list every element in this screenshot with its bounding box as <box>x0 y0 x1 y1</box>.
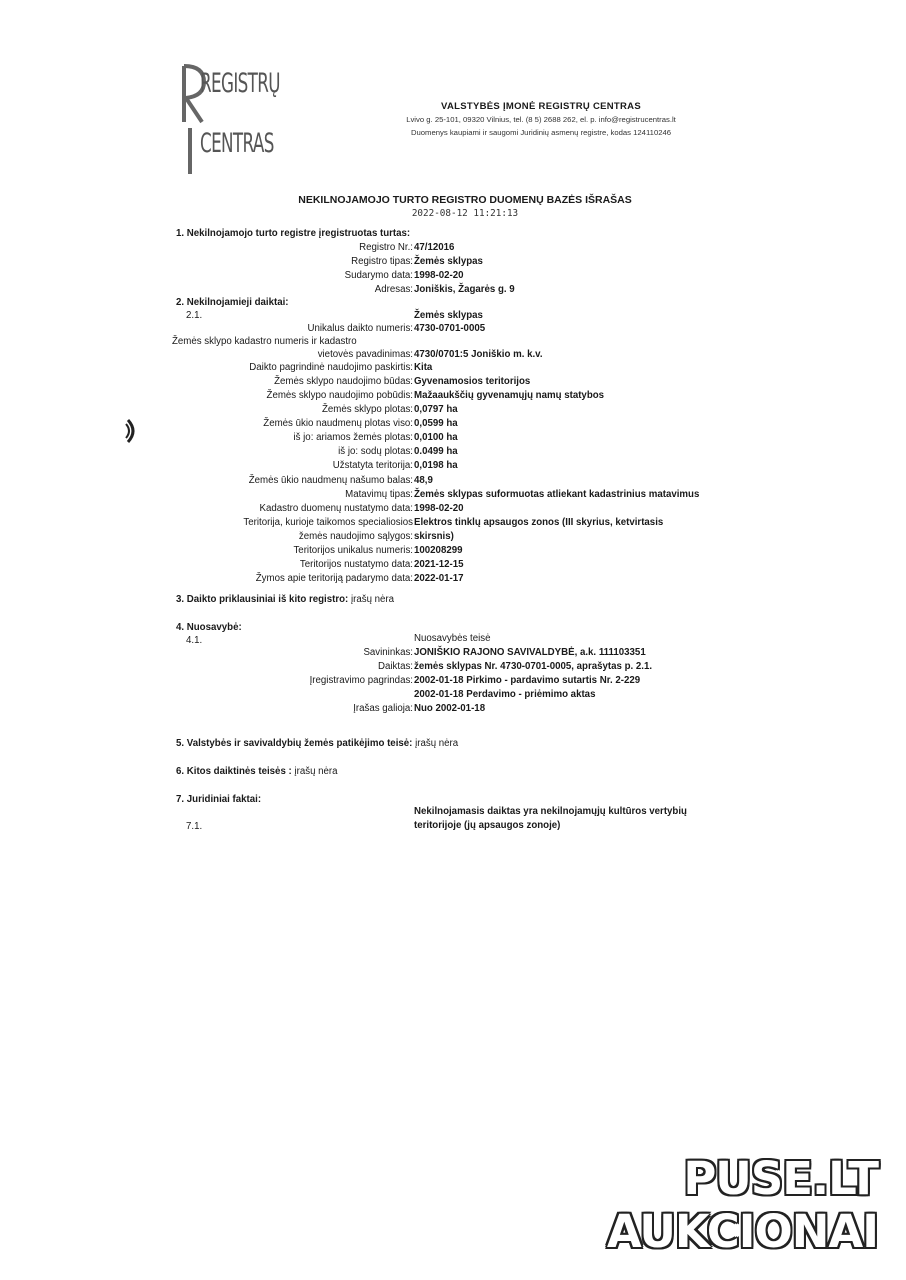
s2-row <box>0 545 700 559</box>
row-label: Kadastro duomenų nustatymo data: <box>259 503 413 514</box>
territory-label-1: Teritorija, kurioje taikomos specialiosios <box>243 517 413 528</box>
organization-header <box>356 100 726 139</box>
section-5-value: įrašų nėra <box>412 738 459 749</box>
row-label: Savininkas: <box>363 647 413 658</box>
row-value: Kita <box>414 362 433 373</box>
row-value: Žemės sklypas <box>414 256 483 267</box>
row-label: Žemės sklypo naudojimo būdas: <box>274 376 413 387</box>
s2-row <box>0 376 700 390</box>
row-label: Registro tipas: <box>351 256 413 267</box>
s2-row <box>0 390 700 404</box>
row-value: 2002-01-18 Perdavimo - priėmimo aktas <box>414 689 596 700</box>
row-value: 48,9 <box>414 475 433 486</box>
row-value: 1998-02-20 <box>414 270 464 281</box>
legal-fact-line-1: Nekilnojamasis daiktas yra nekilnojamųjų kultūros vertybių <box>414 806 687 817</box>
s1-row <box>0 256 700 270</box>
s4-row <box>0 675 700 689</box>
section-5-heading <box>176 738 458 749</box>
organization-address: Lvivo g. 25-101, 09320 Vilnius, tel. (8 5) 2688 262, el. p. info@registrucentras.lt <box>406 115 676 124</box>
row-label: Žemės ūkio naudmenų plotas viso: <box>263 418 413 429</box>
organization-note: Duomenys kaupiami ir saugomi Juridinių asmenų registre, kodas 124110246 <box>410 128 672 137</box>
row-label: Žemės ūkio naudmenų našumo balas: <box>248 475 413 486</box>
cadastre-label-1: Žemės sklypo kadastro numeris ir kadastro <box>172 336 357 347</box>
watermark-line-1: PUSE.LT <box>683 1152 878 1205</box>
row-value: 2002-01-18 Pirkimo - pardavimo sutartis Nr. 2-229 <box>414 675 641 686</box>
s1-row <box>0 284 700 298</box>
row-label: Teritorijos nustatymo data: <box>299 559 413 570</box>
row-label: Registro Nr.: <box>359 242 413 253</box>
row-value: Žemės sklypas suformuotas atliekant kadastrinius matavimus <box>414 489 700 500</box>
row-value: 0,0599 ha <box>414 418 458 429</box>
row-label: iš jo: ariamos žemės plotas: <box>293 432 413 443</box>
section-6-value: įrašų nėra <box>291 766 338 777</box>
s2-row <box>0 573 700 587</box>
row-label: Žemės sklypo naudojimo pobūdis: <box>266 390 413 401</box>
cadastre-label-2: vietovės pavadinimas: <box>317 349 413 360</box>
s2-row <box>0 446 700 460</box>
section-5-title: 5. Valstybės ir savivaldybių žemės patikėjimo teisė: <box>176 738 413 749</box>
row-label: Sudarymo data: <box>344 270 413 281</box>
s1-row <box>0 270 700 284</box>
legal-fact-line-2: teritorijoje (jų apsaugos zonoje) <box>414 820 561 831</box>
document-date: 2022-08-12 11:21:13 <box>411 208 519 219</box>
logo-word-registru: REGISTRŲ <box>200 68 280 99</box>
territory-value-2: skirsnis) <box>414 531 454 542</box>
organization-name: VALSTYBĖS ĮMONĖ REGISTRŲ CENTRAS <box>441 101 641 112</box>
row-value: Gyvenamosios teritorijos <box>414 376 531 387</box>
row-value: žemės sklypas Nr. 4730-0701-0005, aprašytas p. 2.1. <box>414 661 653 672</box>
row-value: 2022-01-17 <box>414 573 464 584</box>
item-number: 2.1. <box>186 310 203 321</box>
page-edge-marker-icon <box>124 418 140 444</box>
row-value: Joniškis, Žagarės g. 9 <box>414 284 515 295</box>
s1-row <box>0 242 700 256</box>
s2-row <box>0 432 700 446</box>
section-3-heading <box>176 594 394 605</box>
s2-row <box>0 475 700 489</box>
territory-value-1: Elektros tinklų apsaugos zonos (III skyrius, ketvirtasis <box>414 517 664 528</box>
row-label: Žymos apie teritoriją padarymo data: <box>255 573 413 584</box>
s4-row <box>0 703 700 717</box>
s4-row <box>0 661 700 675</box>
row-value: 0.0499 ha <box>414 446 458 457</box>
s2-row <box>0 362 700 376</box>
registru-centras-logo <box>178 62 288 177</box>
section-7-heading: 7. Juridiniai faktai: <box>176 794 262 805</box>
row-value: 1998-02-20 <box>414 503 464 514</box>
row-label: Užstatyta teritorija: <box>332 460 413 471</box>
row-value: Nuo 2002-01-18 <box>414 703 486 714</box>
s4-row <box>0 689 700 703</box>
row-value: 100208299 <box>414 545 463 556</box>
row-label: iš jo: sodų plotas: <box>338 446 413 457</box>
item-number: 4.1. <box>186 635 203 646</box>
section-4-heading: 4. Nuosavybė: <box>176 622 242 633</box>
s2-row <box>0 559 700 573</box>
section-3-value: įrašų nėra <box>348 594 395 605</box>
row-label: Daikto pagrindinė naudojimo paskirtis: <box>249 362 413 373</box>
section-6-heading <box>176 766 338 777</box>
s2-row <box>0 503 700 517</box>
s4-row <box>0 647 700 661</box>
row-label: Daiktas: <box>378 661 413 672</box>
section-6-title: 6. Kitos daiktinės teisės : <box>176 766 292 777</box>
row-label: Teritorijos unikalus numeris: <box>293 545 413 556</box>
section-3-title: 3. Daikto priklausiniai iš kito registro: <box>176 594 349 605</box>
row-label: Įrašas galioja: <box>353 703 413 714</box>
row-label: Matavimų tipas: <box>345 489 413 500</box>
row-value: 4730-0701-0005 <box>414 323 486 334</box>
row-label: Žemės sklypo plotas: <box>322 404 413 415</box>
s2-row <box>0 323 700 337</box>
cadastre-value: 4730/0701:5 Joniškio m. k.v. <box>414 349 543 360</box>
item-number: 7.1. <box>186 821 203 832</box>
row-value: 0,0198 ha <box>414 460 458 471</box>
s2-row <box>0 418 700 432</box>
s2-row <box>0 489 800 503</box>
row-label: Įregistravimo pagrindas: <box>309 675 413 686</box>
item-title: Žemės sklypas <box>414 310 483 321</box>
row-value: 2021-12-15 <box>414 559 464 570</box>
watermark-line-2: AUKCIONAI <box>606 1205 878 1258</box>
row-label: Adresas: <box>374 284 413 295</box>
row-value: 0,0100 ha <box>414 432 458 443</box>
section-2-heading: 2. Nekilnojamieji daiktai: <box>176 297 289 308</box>
section-1-heading: 1. Nekilnojamojo turto registre įregistruotas turtas: <box>176 228 411 239</box>
territory-label-2: žemės naudojimo sąlygos: <box>298 531 413 542</box>
row-value: Mažaaukščių gyvenamųjų namų statybos <box>414 390 605 401</box>
s2-row <box>0 404 700 418</box>
s2-row <box>0 460 700 474</box>
row-value: JONIŠKIO RAJONO SAVIVALDYBĖ, a.k. 111103351 <box>414 647 646 658</box>
logo-word-centras: CENTRAS <box>200 128 274 159</box>
row-value: 47/12016 <box>414 242 455 253</box>
item-title: Nuosavybės teisė <box>414 633 491 644</box>
document-title: NEKILNOJAMOJO TURTO REGISTRO DUOMENŲ BAZĖS IŠRAŠAS <box>298 194 632 206</box>
row-value: 0,0797 ha <box>414 404 458 415</box>
row-label: Unikalus daikto numeris: <box>307 323 413 334</box>
